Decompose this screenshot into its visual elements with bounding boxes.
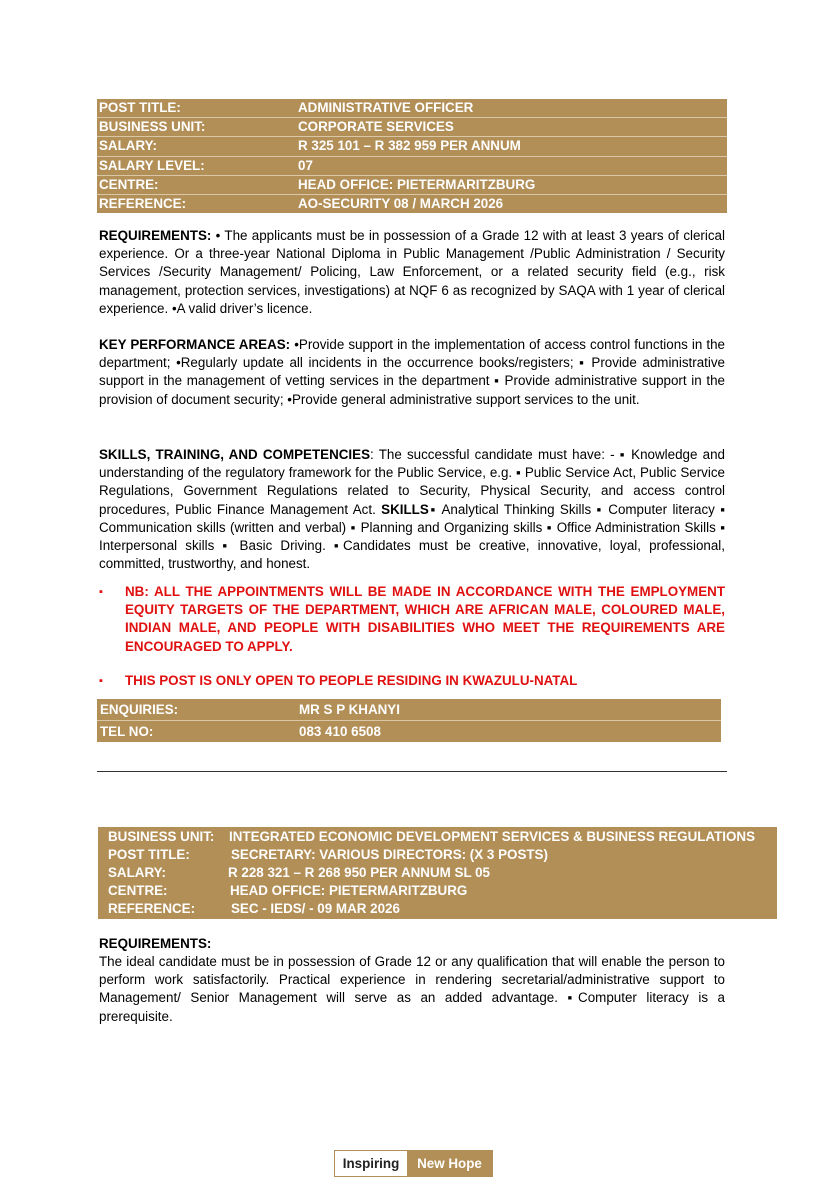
skills-label: SKILLS: [381, 501, 429, 517]
row-label: REFERENCE:: [108, 901, 196, 916]
tel-row: [97, 720, 721, 742]
row-label: BUSINESS UNIT:: [108, 829, 215, 844]
row-value: 07: [298, 157, 313, 173]
row-label: SALARY:: [99, 138, 158, 154]
enquiries-row: [97, 699, 721, 720]
note-kzn: [99, 672, 725, 692]
row-label: REFERENCE:: [99, 195, 187, 211]
note-equity-text: NB: ALL THE APPOINTMENTS WILL BE MADE IN ACCORDANCE WITH THE EMPLOYMENT EQUITY TARGETS OF THE DEPARTMENT, WHICH ARE AFRICAN MALE, COLOURED MALE, INDIAN MALE, AND PEOPLE WITH DISABILITIES WHO MEET THE REQUIREMENTS ARE ENCOURAGED TO APPLY.: [125, 584, 725, 654]
post1-skills: [99, 446, 725, 573]
row-value: HEAD OFFICE: PIETERMARITZBURG: [230, 883, 468, 898]
note-equity: [99, 583, 725, 658]
post1-row-salary: [97, 137, 727, 156]
skills-text-1: : The successful candidate must have: - ▪ Knowledge and understanding of the regulatory framework for the Public Service, e.g. ▪ Public Service Act, Public Service Regulations, Government Regulations related to Security, Physical Security, and access control procedures, Public Finance Management Act.: [99, 447, 725, 517]
skills-text-2: ▪ Analytical Thinking Skills ▪ Computer literacy ▪ Communication skills (written and verbal) ▪ Planning and Organizing skills ▪ Office Administration Skills ▪ Interpersonal skills ▪ Basic Driving. ▪Candidates must be creative, innovative, loyal, professional, committed, trustworthy, and honest.: [99, 501, 725, 572]
row-label: CENTRE:: [99, 176, 159, 192]
post2-requirements-text: The ideal candidate must be in possession of Grade 12 or any qualification that will enable the person to perform work satisfactorily. Practical experience in rendering secretarial/administrative support to Management/ Senior Management will serve as an added advantage. ▪Computer literacy is a prerequisite.: [99, 954, 725, 1024]
post1-enquiries-table: [97, 699, 721, 742]
footer-new-hope: New Hope: [407, 1151, 492, 1176]
row-value: R 325 101 – R 382 959 PER ANNUM: [298, 138, 521, 154]
post2-details-table: [98, 827, 777, 919]
row-label: SALARY LEVEL:: [99, 157, 205, 173]
post1-row-reference: [97, 195, 727, 213]
tel-value: 083 410 6508: [299, 724, 381, 739]
post1-row-salary-level: [97, 157, 727, 176]
post1-details-table: [97, 99, 727, 213]
row-value: ADMINISTRATIVE OFFICER: [298, 100, 474, 115]
enquiries-label: ENQUIRIES:: [100, 702, 179, 717]
row-value: R 228 321 – R 268 950 PER ANNUM SL 05: [228, 865, 490, 880]
enquiries-value: MR S P KHANYI: [299, 702, 400, 717]
tel-label: TEL NO:: [100, 724, 154, 739]
bullet-icon: ▪: [99, 675, 103, 687]
row-value: SEC - IEDS/ - 09 MAR 2026: [231, 901, 400, 916]
row-value: AO-SECURITY 08 / MARCH 2026: [298, 195, 504, 211]
note-kzn-text: THIS POST IS ONLY OPEN TO PEOPLE RESIDING IN KWAZULU-NATAL: [125, 673, 578, 688]
kpa-text: •Provide support in the implementation of access control functions in the department; •Regularly update all incidents in the occurrence books/registers; ▪ Provide administrative support in the management of vetting services in the department ▪ Provide administrative support in the provision of document security; •Provide general administrative support services to the unit.: [99, 337, 725, 407]
footer-logo: [334, 1150, 493, 1177]
row-label: CENTRE:: [108, 883, 168, 898]
post1-row-business-unit: [97, 118, 727, 137]
post1-row-centre: [97, 176, 727, 195]
requirements-heading: REQUIREMENTS:: [99, 228, 212, 243]
row-value: HEAD OFFICE: PIETERMARITZBURG: [298, 176, 536, 192]
post1-requirements: [99, 227, 725, 318]
skills-heading: SKILLS, TRAINING, AND COMPETENCIES: [99, 447, 371, 462]
post2-requirements-heading: REQUIREMENTS:: [99, 936, 212, 951]
row-label: SALARY:: [108, 865, 167, 880]
kpa-heading: KEY PERFORMANCE AREAS:: [99, 337, 291, 352]
requirements-text: • The applicants must be in possession of a Grade 12 with at least 3 years of clerical experience. Or a three-year National Diploma in Public Management /Public Administration / Security Services /Security Management/ Policing, Law Enforcement, or a related security field (e.g., risk management, protection services, investigations) at NQF 6 as recognized by SAQA with 1 year of clerical experience. •A valid driver’s licence.: [99, 228, 725, 316]
post1-row-post-title: [97, 99, 727, 118]
row-value: SECRETARY: VARIOUS DIRECTORS: (X 3 POSTS): [231, 847, 548, 862]
row-label: POST TITLE:: [108, 847, 190, 862]
row-value: CORPORATE SERVICES: [298, 119, 454, 135]
post1-key-performance-areas: [99, 336, 725, 409]
row-value: INTEGRATED ECONOMIC DEVELOPMENT SERVICES & BUSINESS REGULATIONS: [229, 829, 756, 844]
footer-inspiring: Inspiring: [335, 1151, 407, 1176]
section-divider: [97, 771, 727, 772]
row-label: BUSINESS UNIT:: [99, 119, 206, 135]
row-label: POST TITLE:: [99, 100, 181, 115]
bullet-icon: ▪: [99, 586, 103, 598]
